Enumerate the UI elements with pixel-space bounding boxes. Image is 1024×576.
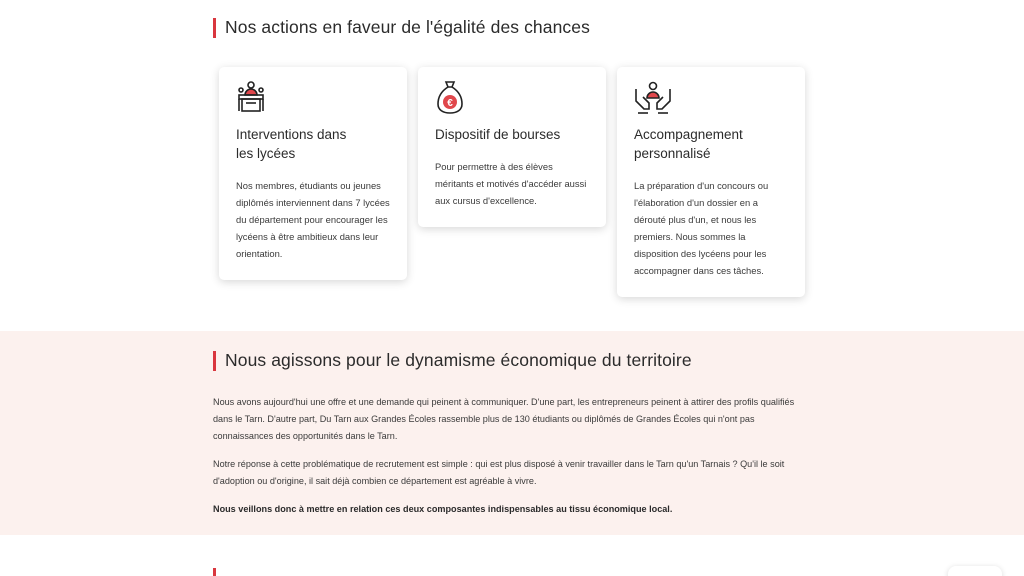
heading-accent-bar xyxy=(213,568,216,576)
card-bourses xyxy=(418,67,606,227)
section-title: Nos actions en faveur de l'égalité des chances xyxy=(225,17,590,37)
paragraph-conclusion: Nous veillons donc à mettre en relation ces deux composantes indispensables au tissu économique local. xyxy=(213,504,673,514)
section-heading-equal-opportunity xyxy=(213,17,590,38)
card-title: Dispositif de bourses xyxy=(435,127,561,142)
heading-accent-bar xyxy=(213,18,216,38)
paragraph-recruitment: Notre réponse à cette problématique de recrutement est simple : qui est plus disposé à venir travailler dans le Tarn qu'un Tarnais ? Qu'il le soit d'adoption ou d'origine, il sait déjà combien ce département est agréable à vivre. xyxy=(213,459,785,486)
section-heading-economic xyxy=(213,350,692,371)
card-title: Interventions dans les lycées xyxy=(236,127,347,161)
economic-section xyxy=(0,331,1024,535)
money-bag-icon xyxy=(435,79,465,115)
card-text: La préparation d'un concours ou l'élaboration d'un dossier en a dérouté plus d'un, et nous les premiers. Nous sommes la disposition des lycéens pour les accompagner dans ces tâches. xyxy=(634,180,769,276)
svg-text:€: € xyxy=(447,98,453,109)
card-text: Nos membres, étudiants ou jeunes diplômés interviennent dans 7 lycées du département pour encourager les lycéens à être ambitieux dans leur orientation. xyxy=(236,180,390,259)
heading-accent-bar xyxy=(213,351,216,371)
card-accompagnement xyxy=(617,67,805,297)
next-section-heading xyxy=(213,568,225,576)
paragraph-offer-demand: Nous avons aujourd'hui une offre et une demande qui peinent à communiquer. D'une part, les entrepreneurs peinent à attirer des profils qualifiés dans le Tarn. D'autre part, Du Tarn aux Grandes Écoles rassemble plus de 130 étudiants ou diplômés de Grandes Écoles qui n'ont pas connaissances des opportunités dans le Tarn. xyxy=(213,397,795,441)
card-interventions xyxy=(219,67,407,280)
section-title: Nous agissons pour le dynamisme économique du territoire xyxy=(225,350,692,370)
card-title: Accompagnement personnalisé xyxy=(634,127,743,161)
card-text: Pour permettre à des élèves méritants et motivés d'accéder aussi aux cursus d'excellence. xyxy=(435,161,587,206)
podium-icon xyxy=(236,79,266,115)
floating-widget-button[interactable] xyxy=(948,566,1002,576)
support-hands-icon xyxy=(634,79,672,115)
